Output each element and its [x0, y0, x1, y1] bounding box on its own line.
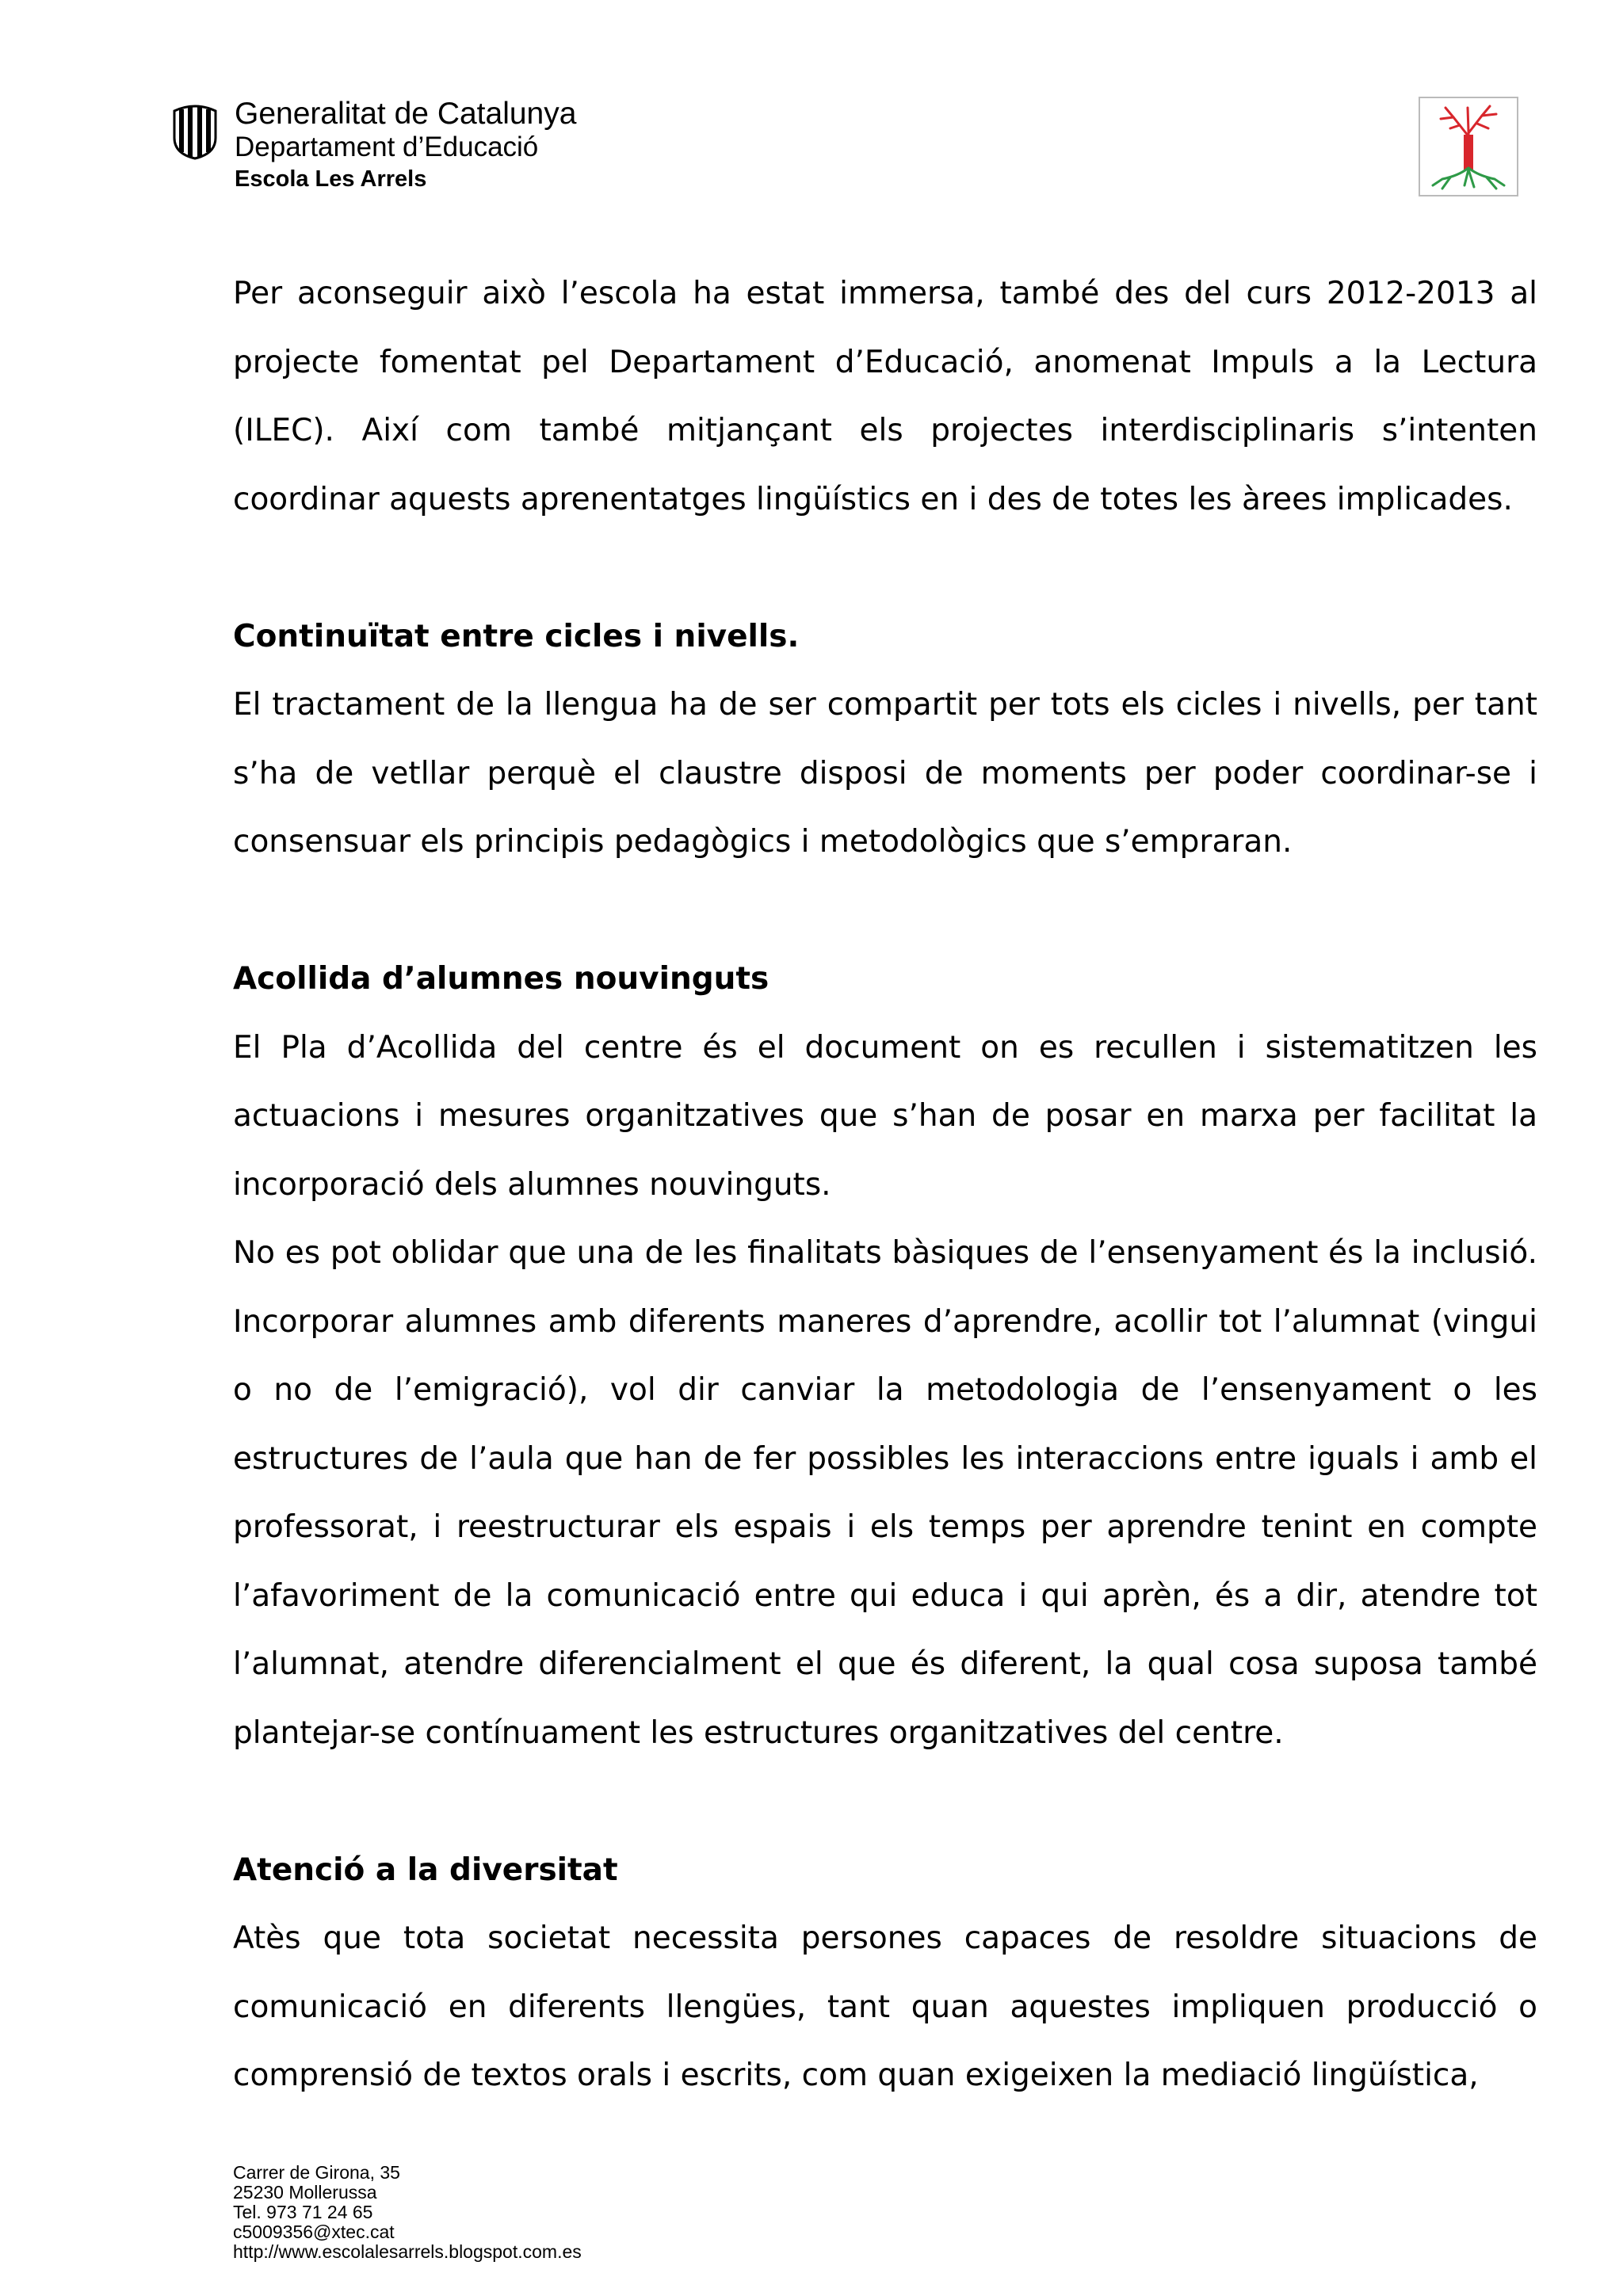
generalitat-logo-icon [170, 101, 220, 160]
letterhead-text [235, 97, 576, 195]
continuitat-paragraph: El tractament de la llengua ha de ser compartit per tots els cicles i nivells, per tant s’ha de vetllar perquè el claustre disposi de moments per poder coordinar-se i consensuar els principis pedagògics i metodològics que s’empraran. [233, 687, 1537, 860]
footer-address [233, 2163, 582, 2262]
footer-city: 25230 Mollerussa [233, 2182, 377, 2203]
spacer [233, 534, 1537, 603]
footer-email[interactable]: c5009356@xtec.cat [233, 2222, 395, 2242]
footer-website[interactable]: http://www.escolalesarrels.blogspot.com.es [233, 2241, 582, 2262]
footer-phone: Tel. 973 71 24 65 [233, 2202, 373, 2222]
letterhead-school: Escola Les Arrels [235, 166, 427, 192]
spacer [233, 1768, 1537, 1836]
letterhead-government: Generalitat de Catalunya [235, 97, 577, 131]
diversitat-paragraph: Atès que tota societat necessita persones capaces de resoldre situacions de comunicació en diferents llengües, tant quan aquestes impliquen producció o comprensió de textos orals i escrits, com quan exigeixen la mediació lingüística, [233, 1920, 1537, 2093]
spacer [233, 877, 1537, 946]
document-body [233, 260, 1537, 2111]
acollida-paragraph-2: No es pot oblidar que una de les finalitats bàsiques de l’ensenyament és la inclusió. Incorporar alumnes amb diferents maneres d’aprendre, acollir tot l’alumnat (vingui o no de l’emigració), vol dir canviar la metodologia de l’ensenyament o les estructures de l’aula que han de fer possibles les interaccions entre iguals i amb el professorat, i reestructurar els espais i els temps per aprendre tenint en compte l’afavoriment de la comunicació entre qui educa i qui aprèn, és a dir, atendre tot l’alumnat, atendre diferencialment el que és diferent, la qual cosa suposa també plantejar-se contínuament les estructures organitzatives del centre. [233, 1235, 1537, 1751]
heading-acollida: Acollida d’alumnes nouvinguts [233, 961, 769, 997]
intro-paragraph: Per aconseguir això l’escola ha estat immersa, també des del curs 2012-2013 al projecte fomentat pel Departament d’Educació, anomenat Impuls a la Lectura (ILEC). Així com també mitjançant els projectes interdisciplinaris s’intenten coordinar aquests aprenentatges lingüístics en i des de totes les àrees implicades. [233, 276, 1537, 517]
tree-roots-logo-icon [1419, 97, 1518, 196]
footer-street: Carrer de Girona, 35 [233, 2162, 400, 2183]
heading-diversitat: Atenció a la diversitat [233, 1852, 618, 1888]
heading-continuitat: Continuïtat entre cicles i nivells. [233, 618, 800, 654]
letterhead-department: Departament d’Educació [235, 132, 539, 162]
acollida-paragraph-1: El Pla d’Acollida del centre és el document on es recullen i sistematitzen les actuacions i mesures organitzatives que s’han de posar en marxa per facilitat la incorporació dels alumnes nouvinguts. [233, 1029, 1537, 1203]
